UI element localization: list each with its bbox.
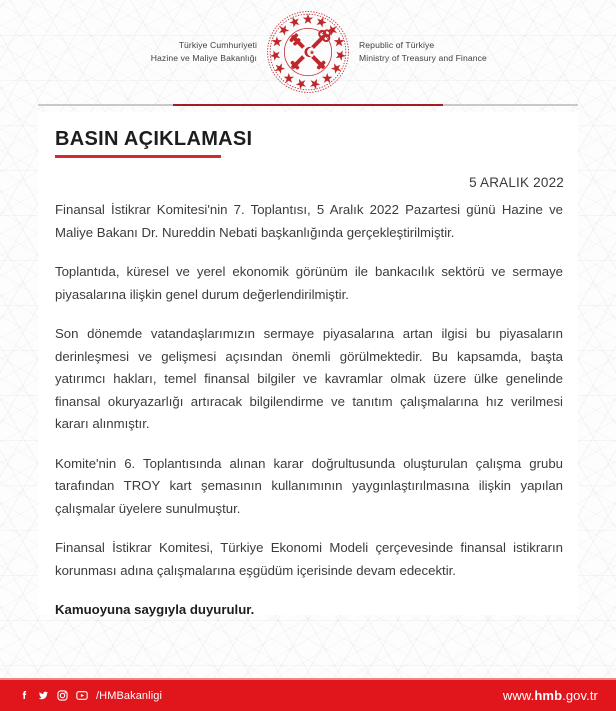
brand-text-english <box>351 39 499 65</box>
website-prefix: www. <box>502 688 535 703</box>
title-underline <box>55 155 221 158</box>
social-links <box>18 689 162 702</box>
twitter-icon[interactable] <box>37 689 50 702</box>
website-brand: hmb <box>534 688 563 703</box>
youtube-icon[interactable] <box>75 689 89 702</box>
page-title-text: BASIN AÇIKLAMASI <box>55 128 253 150</box>
paragraph: Son dönemde vatandaşlarımızın sermaye piyasalarına artan ilgisi bu piyasaların derinleşmesi ve gelişmesi açısından önemli görülmektedir. Bu kapsamda, başta yatırımcı hakları, temel finansal bilgiler ve kavramlar olmak üzere ülke genelinde finansal okuryazarlığı artıracak bilgilendirme ve tanıtım çalışmalarına hız verilmesi kararı alınmıştır. <box>55 326 563 431</box>
paragraph: Finansal İstikrar Komitesi, Türkiye Ekonomi Modeli çerçevesinde finansal istikrarın korunması adına çalışmalarına eşgüdüm içerisinde devam edecektir. <box>55 540 563 578</box>
document-date: 5 ARALIK 2022 <box>469 175 564 190</box>
document-body <box>55 199 563 622</box>
document-header <box>0 0 616 104</box>
page-title <box>55 128 252 158</box>
brand-tr-line2: Hazine ve Maliye Bakanlığı <box>150 53 257 63</box>
website-url[interactable] <box>503 688 598 703</box>
website-suffix: .gov.tr <box>562 688 598 703</box>
brand-en-line1: Republic of Türkiye <box>359 40 435 50</box>
paragraph: Finansal İstikrar Komitesi'nin 7. Toplantısı, 5 Aralık 2022 Pazartesi günü Hazine ve Maliye Bakanı Dr. Nureddin Nebati başkanlığında gerçekleştirilmiştir. <box>55 202 563 240</box>
facebook-icon[interactable] <box>18 689 31 702</box>
closing-statement: Kamuoyuna saygıyla duyurulur. <box>55 602 255 617</box>
social-handle[interactable]: /HMBakanligi <box>96 689 163 702</box>
turkish-ministry-treasury-finance-emblem <box>265 9 351 95</box>
brand-tr-line1: Türkiye Cumhuriyeti <box>178 40 257 50</box>
header-divider <box>38 104 578 106</box>
footer-bar <box>0 680 616 711</box>
paragraph: Komite'nin 6. Toplantısında alınan karar doğrultusunda oluşturulan çalışma grubu tarafından TROY kart şemasının kullanımının yaygınlaştırılmasına ilişkin yapılan çalışmalar üyelere sunulmuştur. <box>55 455 563 516</box>
instagram-icon[interactable] <box>56 689 69 702</box>
brand-en-line2: Ministry of Treasury and Finance <box>359 53 487 63</box>
paragraph: Toplantıda, küresel ve yerel ekonomik görünüm ile bankacılık sektörü ve sermaye piyasalarına ilişkin genel durum değerlendirilmiştir. <box>55 264 563 302</box>
brand-text-turkish <box>117 39 265 65</box>
